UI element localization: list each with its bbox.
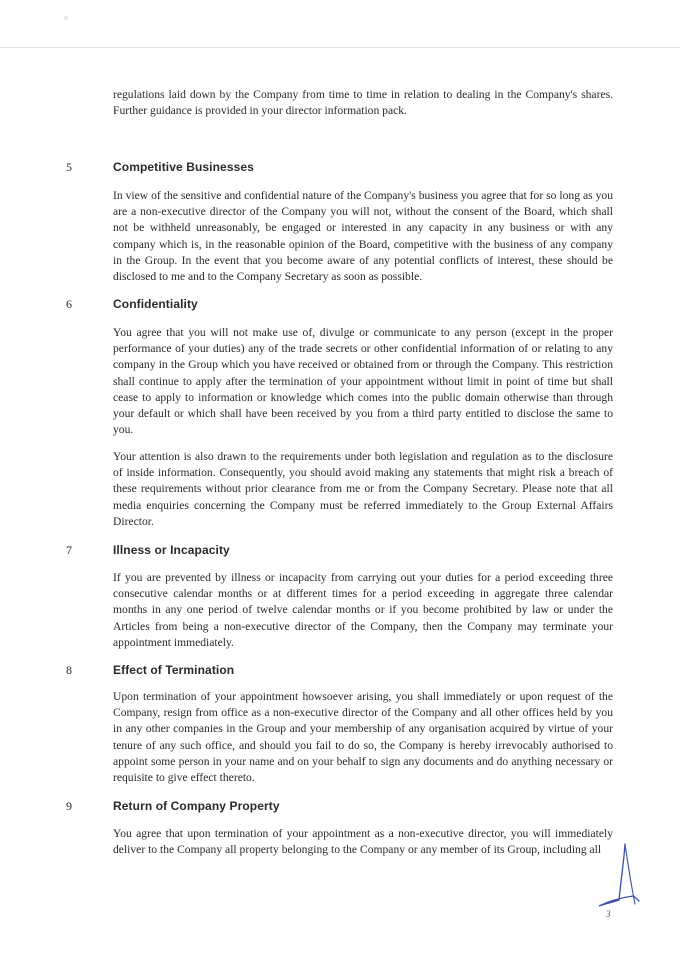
section-8-number: 8 <box>66 663 72 677</box>
section-5-paragraph: In view of the sensitive and confidential nature of the Company's business you agree that for so long as you are a non-executive director of the Company you will not, without the consent of the Board, which shall not be withheld unreasonably, be engaged or interested in any capacity in any business or with any company which is, in the reasonable opinion of the Board, competitive with the business of any company in the Group. In the event that you become aware of any potential conflicts of interest, these should be disclosed to me and to the Company Secretary as soon as possible. <box>113 189 613 284</box>
section-5-heading: Competitive Businesses <box>113 160 254 174</box>
section-6-paragraph-2: Your attention is also drawn to the requirements under both legislation and regulation as to the disclosure of inside information. Consequently, you should avoid making any statements that might risk a breach of these requirements without prior clearance from me or from the Company Secretary. Please note that all media enquiries concerning the Company must be referred immediately to the Group External Affairs Director. <box>113 450 613 528</box>
section-7-number: 7 <box>66 543 72 557</box>
scan-mark <box>64 16 68 20</box>
section-7-paragraph: If you are prevented by illness or incapacity from carrying out your duties for a period exceeding three consecutive calendar months or at different times for a period exceeding in aggregate three calendar months in any one period of twelve calendar months or if you become prohibited by law or under the Articles from being a non-executive director of the Company, then the Company may terminate your appointment immediately. <box>113 571 613 649</box>
section-9-heading: Return of Company Property <box>113 799 280 813</box>
page-number: 3 <box>606 909 611 919</box>
section-8-heading: Effect of Termination <box>113 663 235 677</box>
section-6-number: 6 <box>66 297 72 311</box>
section-9-number: 9 <box>66 799 72 813</box>
signature-initials <box>585 840 645 915</box>
section-6-paragraph-1: You agree that you will not make use of, divulge or communicate to any person (except in the proper performance of your duties) any of the trade secrets or other confidential information of or relating to any company in the Group which you have received or obtained from or through the Company. This restriction shall continue to apply after the termination of your appointment without limit in point of time but shall cease to apply to information or knowledge which comes into the public domain otherwise than through your default or which shall have been received by you from a third party entitled to disclose the same to you. <box>113 326 613 437</box>
section-8-paragraph: Upon termination of your appointment howsoever arising, you shall immediately or upon request of the Company, resign from office as a non-executive director of the Company and all other offices held by you in any other companies in the Group and your membership of any organisation acquired by virtue of your tenure of any such office, and should you fail to do so, the Company is hereby irrevocably authorised to appoint some person in your name and on your behalf to sign any documents and do anything necessary or requisite to give effect thereto. <box>113 690 613 785</box>
section-7-heading: Illness or Incapacity <box>113 543 230 557</box>
intro-paragraph: regulations laid down by the Company from time to time in relation to dealing in the Company's shares. Further guidance is provided in your director information pack. <box>113 88 613 118</box>
section-9-paragraph: You agree that upon termination of your appointment as a non-executive director, you will immediately deliver to the Company all property belonging to the Company or any member of its Group, including all <box>113 827 613 857</box>
section-5-number: 5 <box>66 160 72 174</box>
section-6-heading: Confidentiality <box>113 297 198 311</box>
header-rule <box>0 47 680 48</box>
